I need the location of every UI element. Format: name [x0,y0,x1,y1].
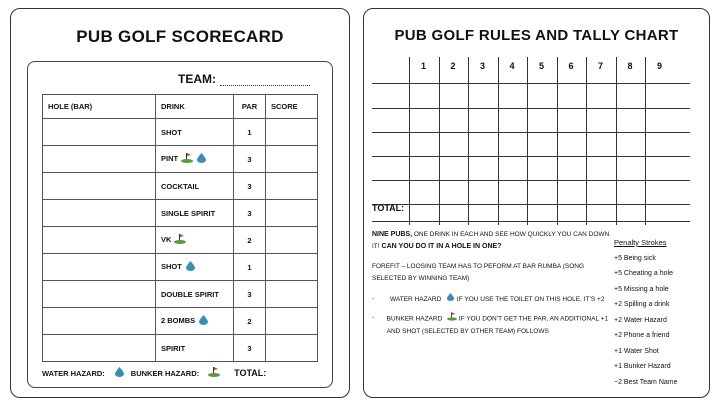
drink-name: VK [161,234,172,244]
hole-number: 3 [479,61,485,71]
bunker-rule [372,312,610,338]
grid-row-line [372,108,690,109]
penalty-item: +2 Spilling a drink [614,301,670,308]
penalty-item: +1 Bunker Hazard [614,363,671,370]
penalty-item: +2 Phone a friend [614,332,670,339]
penalty-item: +1 Water Shot [614,347,659,355]
grid-col-line [439,57,440,225]
hole-cell[interactable] [43,119,156,146]
rules-forfeit: FOREFIT – LOOSING TEAM HAS TO PEFORM AT BAR RUMBA (SONG SELECTED BY WINNING TEAM) [372,263,585,282]
rules-intro [372,229,610,253]
hazard-legend [42,367,266,379]
water-icon [196,153,207,165]
drink-cell [156,308,234,335]
drink-cell [156,281,234,308]
score-cell[interactable] [266,335,318,362]
drink-cell [156,146,234,173]
par-cell: 3 [234,281,266,308]
penalty-item: +5 Missing a hole [614,285,669,293]
drink-cell [156,173,234,200]
drink-cell [156,254,234,281]
table-row [43,200,318,227]
grid-row-line [372,221,690,222]
intro-bold: NINE PUBS, [372,231,413,238]
hole-cell[interactable] [43,281,156,308]
hole-number: 9 [656,61,662,71]
drink-name: DOUBLE SPIRIT [161,289,219,299]
grid-row-line [372,156,690,157]
par-cell: 1 [234,119,266,146]
rules-text [372,229,610,344]
scorecard-title: PUB GOLF SCORECARD [76,27,284,46]
hole-cell[interactable] [43,335,156,362]
drink-cell [156,200,234,227]
table-row [43,119,318,146]
hole-cell[interactable] [43,200,156,227]
score-cell[interactable] [266,254,318,281]
grid-row-line [372,132,690,133]
par-cell: 3 [234,335,266,362]
penalty-item: −2 Best Team Name [614,378,678,386]
grid-row-line [372,83,690,84]
penalty-strokes [614,235,678,390]
water-icon [114,367,125,379]
grid-col-line [645,57,646,225]
tally-grid [372,53,690,223]
col-header-drink: DRINK [156,95,234,119]
table-row [43,227,318,254]
bunker-icon [208,367,220,379]
hole-number: 1 [420,61,426,71]
score-cell[interactable] [266,119,318,146]
penalty-item: +5 Cheating a hole [614,270,673,277]
table-row [43,173,318,200]
par-cell: 1 [234,254,266,281]
hole-cell[interactable] [43,173,156,200]
table-header-row [43,95,318,119]
water-icon [446,293,455,306]
drink-name: PINT [161,153,179,163]
team-label: TEAM: [178,72,216,86]
hole-number: 6 [568,61,574,71]
score-cell[interactable] [266,200,318,227]
grid-row-line [372,180,690,181]
hole-number: 4 [509,61,515,71]
water-rule-text: IF YOU USE THE TOILET ON THIS HOLE, IT’S +2 [455,296,605,304]
table-row [43,335,318,362]
table-row [43,146,318,173]
drink-cell [156,335,234,362]
water-icon [198,315,209,327]
rules-title: PUB GOLF RULES AND TALLY CHART [394,27,679,44]
hole-number: 2 [450,61,456,71]
drink-name: SINGLE SPIRIT [161,208,216,218]
water-rule-label: WATER HAZARD [390,296,442,304]
team-name-line[interactable] [220,74,310,86]
legend-bunker-label: BUNKER HAZARD: [130,368,200,378]
score-cell[interactable] [266,173,318,200]
tally-total-label: TOTAL: [372,203,405,213]
table-row [43,281,318,308]
grid-col-line [527,57,528,225]
scorecard-box [27,61,333,388]
hole-cell[interactable] [43,146,156,173]
grid-col-line [498,57,499,225]
grid-col-line [557,57,558,225]
bullet-dash: - [372,314,375,322]
par-cell: 3 [234,173,266,200]
rules-card [363,8,710,398]
score-cell[interactable] [266,281,318,308]
score-cell[interactable] [266,227,318,254]
scorecard-card [10,8,350,398]
col-header-par: PAR [234,95,266,119]
bullet-dash: - [372,295,375,302]
penalty-item: +5 Being sick [614,254,656,262]
bunker-icon [174,234,186,246]
table-row [43,254,318,281]
bunker-icon [181,153,193,165]
par-cell: 2 [234,308,266,335]
grid-row-line [372,204,690,205]
legend-water-label: WATER HAZARD: [42,368,105,378]
par-cell: 3 [234,146,266,173]
drink-name: SHOT [161,127,182,137]
drink-cell [156,119,234,146]
team-field[interactable] [178,72,310,86]
hole-cell[interactable] [43,308,156,335]
table-row [43,308,318,335]
drink-name: 2 BOMBS [161,315,196,325]
bunker-rule-label: BUNKER HAZARD [386,315,443,323]
grid-col-line [586,57,587,225]
hole-number: 5 [538,61,544,71]
par-cell: 3 [234,200,266,227]
drink-cell [156,227,234,254]
penalty-title: Penalty Strokes [614,238,667,247]
penalty-item: +2 Water Hazard [614,316,667,324]
hole-number: 7 [597,61,603,71]
col-header-score: SCORE [266,95,318,119]
intro-question: CAN YOU DO IT IN A HOLE IN ONE? [379,243,502,250]
grid-col-line [409,57,410,225]
water-rule [372,293,610,306]
bunker-icon [447,312,457,326]
score-cell[interactable] [266,146,318,173]
par-cell: 2 [234,227,266,254]
col-header-hole: HOLE (BAR) [43,95,156,119]
scorecard-table [42,94,318,362]
score-cell[interactable] [266,308,318,335]
drink-name: SHOT [161,261,182,271]
grid-col-line [616,57,617,225]
intro-text: ONE DRINK IN EACH AND SEE HOW QUICKLY YOU CAN DOWN IT! [372,231,610,250]
hole-cell[interactable] [43,254,156,281]
hole-cell[interactable] [43,227,156,254]
drink-name: SPIRIT [161,343,186,353]
drink-name: COCKTAIL [161,181,200,191]
total-label: TOTAL: [234,368,267,378]
hole-number: 8 [627,61,633,71]
water-icon [185,261,196,273]
grid-col-line [468,57,469,225]
bunker-rule-text: IF YOU DON’T GET THE PAR, AN ADDITIONAL +1 AND SHOT (SELECTED BY OTHER TEAM) FOLLOWS [386,315,609,336]
